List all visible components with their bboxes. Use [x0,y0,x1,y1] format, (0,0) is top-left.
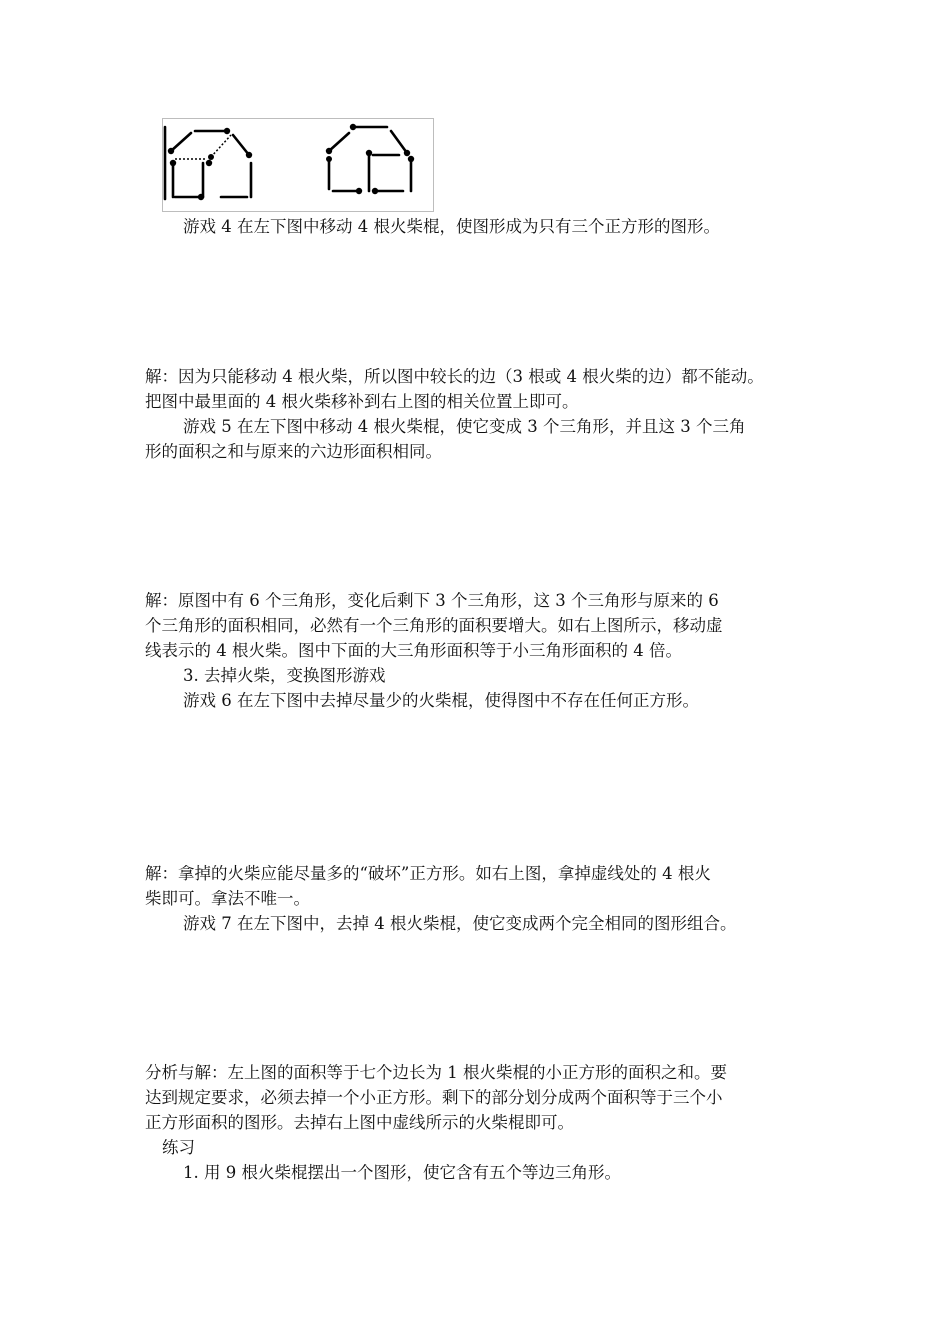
left-house-heads [168,128,252,200]
game5-prompt-line1: 游戏 5 在左下图中移动 4 根火柴棍，使它变成 3 个三角形，并且这 3 个三角 [183,417,746,436]
game5-prompt-line2: 形的面积之和与原来的六边形面积相同。 [145,442,442,461]
exercise-heading: 练习 [162,1138,195,1157]
game6-prompt: 游戏 6 在左下图中去掉尽量少的火柴棍，使得图中不存在任何正方形。 [183,691,699,710]
game4-prompt: 游戏 4 在左下图中移动 4 根火柴棍，使图形成为只有三个正方形的图形。 [183,217,720,236]
game5-solution-line3: 线表示的 4 根火柴。图中下面的大三角形面积等于小三角形面积的 4 倍。 [145,641,682,660]
game7-prompt: 游戏 7 在左下图中，去掉 4 根火柴棍，使它变成两个完全相同的图形组合。 [183,914,737,933]
exercise-1: 1. 用 9 根火柴棍摆出一个图形，使它含有五个等边三角形。 [183,1163,621,1182]
game5-solution-line1: 解：原图中有 6 个三角形，变化后剩下 3 个三角形，这 3 个三角形与原来的 6 [145,591,719,610]
right-house [329,127,411,191]
matchstick-diagram [163,119,433,211]
game4-solution-line2: 把图中最里面的 4 根火柴移补到右上图的相关位置上即可。 [145,392,579,411]
game5-solution-line2: 个三角形的面积相同，必然有一个三角形的面积要增大。如右上图所示，移动虚 [145,616,723,635]
game7-solution-line1: 分析与解：左上图的面积等于七个边长为 1 根火柴棍的小正方形的面积之和。要 [145,1063,727,1082]
game6-solution-line2: 柴即可。拿法不唯一。 [145,889,310,908]
section-3-heading: 3. 去掉火柴，变换图形游戏 [183,666,386,685]
game7-solution-line2: 达到规定要求，必须去掉一个小正方形。剩下的部分划分成两个面积等于三个小 [145,1088,723,1107]
game7-solution-line3: 正方形面积的图形。去掉右上图中虚线所示的火柴棍即可。 [145,1113,574,1132]
game4-solution-line1: 解：因为只能移动 4 根火柴，所以图中较长的边（3 根或 4 根火柴的边）都不能动。 [145,367,764,386]
game6-solution-line1: 解：拿掉的火柴应能尽量多的“破坏”正方形。如右上图，拿掉虚线处的 4 根火 [145,864,711,883]
matchstick-house-figure [162,118,434,212]
